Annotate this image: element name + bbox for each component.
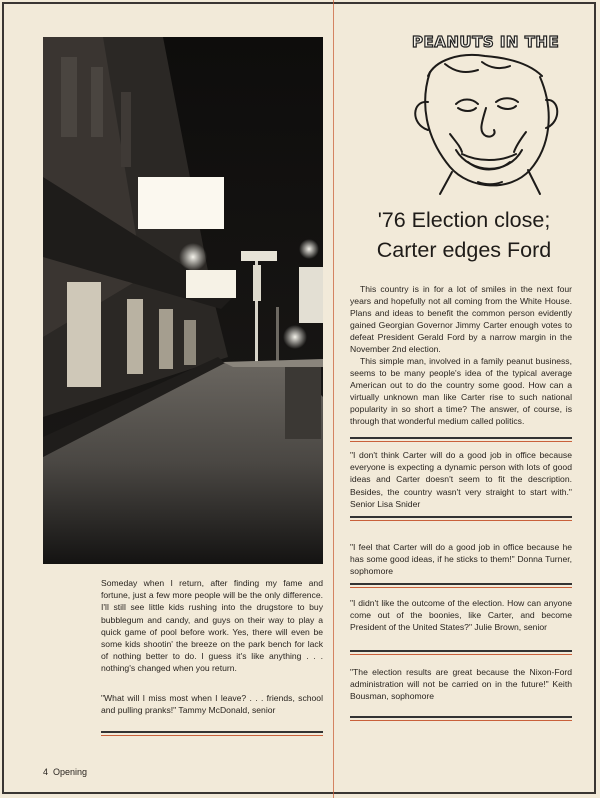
student-quote: "I don't think Carter will do a good job in office because everyone is expecting a dynamic person with lots of good ideas and Carter doesn't seem to fit the description. Besides, the country wasn't very straight to start with." Senior Lisa Snider [350, 450, 572, 509]
divider-rule [350, 516, 572, 518]
page-number: 4 [43, 767, 49, 777]
student-quote: "What will I miss most when I leave? . . . friends, school and pulling pranks!" Tammy McDonald, senior [101, 693, 323, 716]
divider-rule-accent [350, 587, 572, 588]
divider-rule-accent [101, 735, 323, 736]
student-quote: "The election results are great because the Nixon-Ford administration will not be carried on in the future!" Keith Bousman, sophomore [350, 667, 572, 702]
divider-rule [350, 716, 572, 718]
student-quote: "I feel that Carter will do a good job in office because he has some good ideas, if he sticks to them!" Donna Turner, sophomore [350, 542, 572, 577]
article-body [350, 283, 572, 427]
page-folio [43, 767, 87, 777]
article-paragraph: This simple man, involved in a family peanut business, seems to be many people's idea of the typical average American out to do the country some good. How can a virtually unknown man like Carter rise to such national popularity in so short a time? The answer, of course, is through that wonderful medium called politics. [350, 356, 572, 426]
divider-rule-accent [350, 654, 572, 655]
headline-line-2: Carter edges Ford [376, 238, 552, 262]
section-name: Opening [53, 767, 88, 777]
divider-rule [350, 583, 572, 585]
carter-caricature-illustration [390, 42, 570, 197]
headline-line-1: '76 Election close; [377, 208, 551, 232]
article-headline [350, 205, 578, 265]
student-quote: "I didn't like the outcome of the election. How can anyone come out of the boonies, like Carter, and become President of the United States?" Julie Brown, senior [350, 598, 572, 633]
divider-rule [350, 650, 572, 652]
page-gutter-line [333, 0, 334, 798]
article-paragraph: This country is in for a lot of smiles in the next four years and hopefully not all coming from the White House. Plans and ideas to benefit the common person evidently gained Georgian Governor Jimmy Carter enough votes to defeat President Gerald Ford by a narrow margin in the November 2nd election. [350, 284, 572, 354]
divider-rule-accent [350, 720, 572, 721]
night-street-photo [43, 37, 323, 564]
divider-rule-accent [350, 441, 572, 442]
header-lettering: PEANUTS IN THE [412, 33, 560, 51]
photo-caption: Someday when I return, after finding my fame and fortune, just a few more people will be the only difference. I'll still see little kids rushing into the drugstore to buy bubblegum and candy, and guys on their way to play a quick game of pool before work. Yes, there will even be some kids shootin' the breeze on the park bench for lack of nothing better to do. I guess it's like anything . . . nothing's changed when you return. [101, 578, 323, 674]
divider-rule [350, 437, 572, 439]
divider-rule-accent [350, 520, 572, 521]
divider-rule [101, 731, 323, 733]
